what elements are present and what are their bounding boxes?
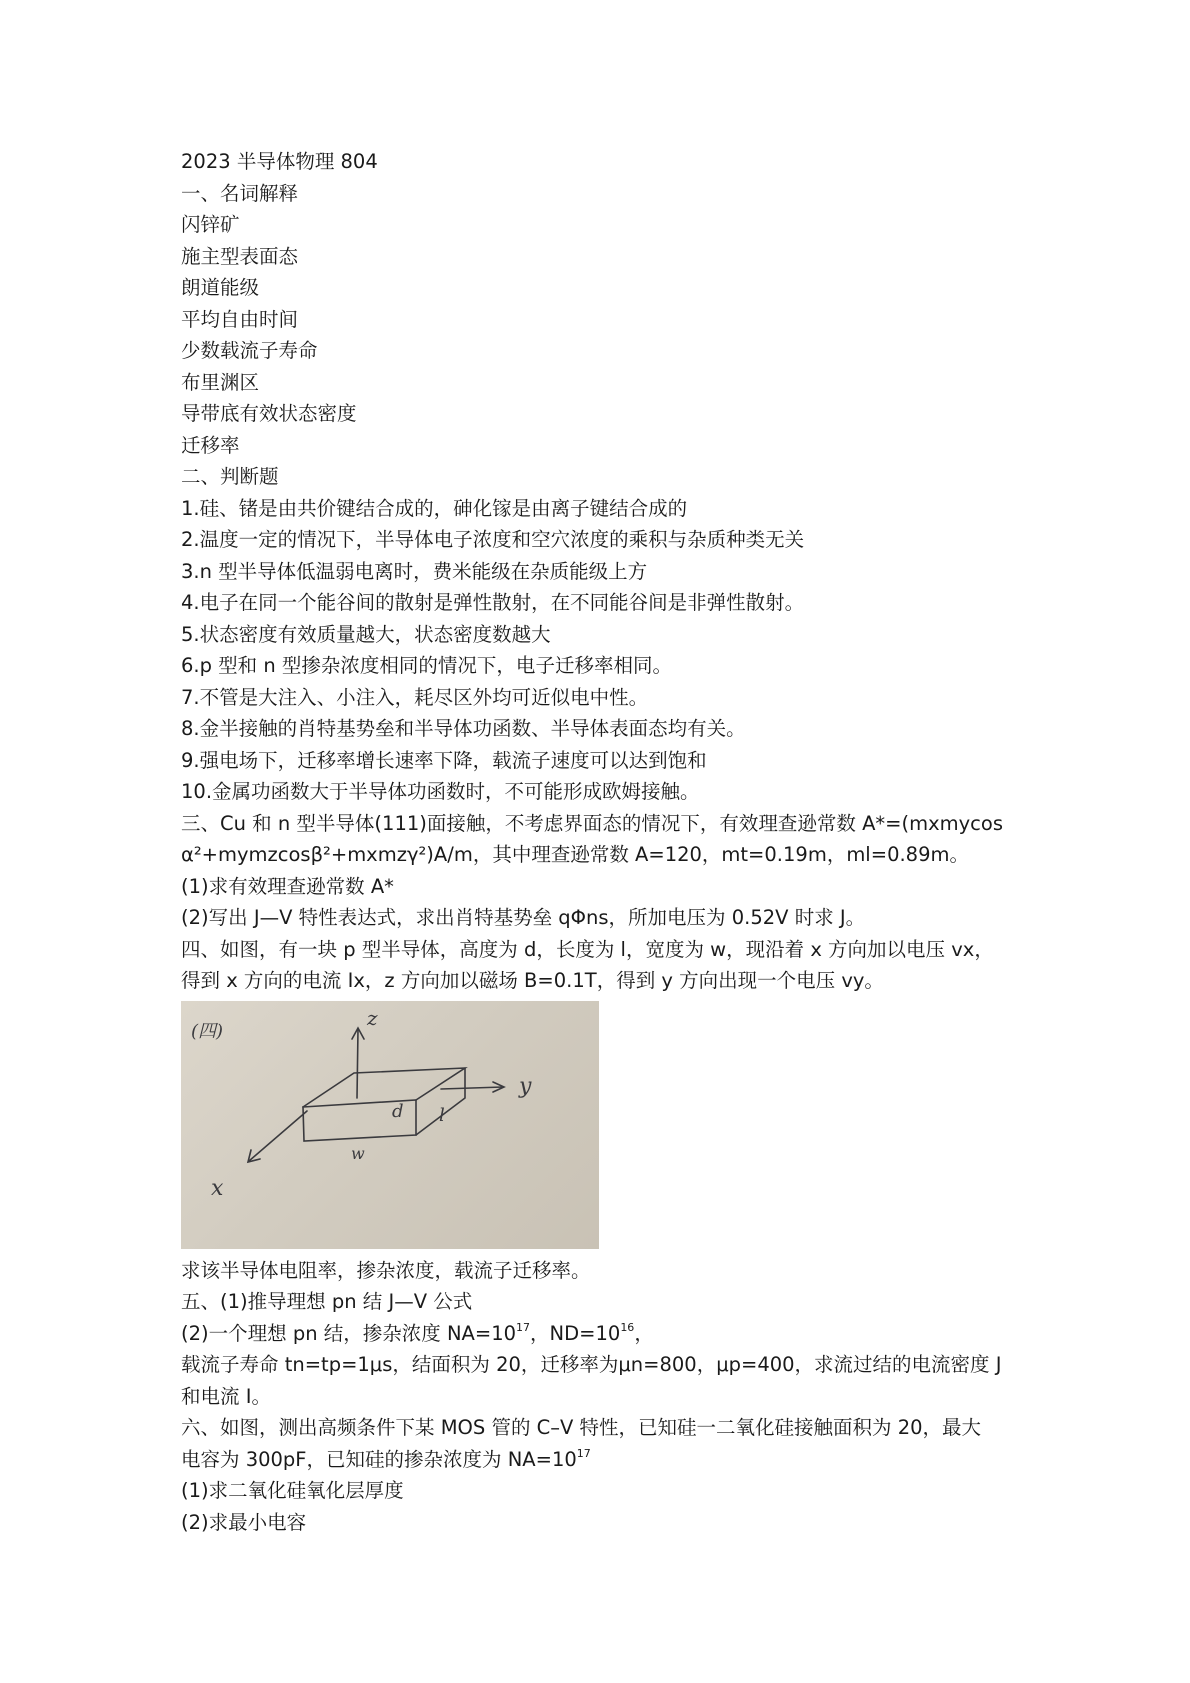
judgement-item: 4.电子在同一个能谷间的散射是弹性散射，在不同能谷间是非弹性散射。 xyxy=(181,591,805,614)
text-run: 电容为 300pF，已知硅的掺杂浓度为 NA=10 xyxy=(181,1447,577,1471)
x-axis xyxy=(249,1111,307,1161)
section-3-text: α²+mymzcosβ²+mxmzγ²)A/m，其中理查逊常数 A=120，mt=0.19m，ml=0.89m。 xyxy=(181,843,969,866)
text-run: ， xyxy=(634,1321,654,1345)
superscript: 17 xyxy=(516,1321,531,1334)
section-5-text: 和电流 I。 xyxy=(181,1384,271,1408)
document-page xyxy=(181,146,1021,1538)
term-item: 平均自由时间 xyxy=(181,307,299,331)
section-4-text: 得到 x 方向的电流 Ix，z 方向加以磁场 B=0.1T，得到 y 方向出现一个电压 vy。 xyxy=(181,969,884,992)
judgement-item: 7.不管是大注入、小注入，耗尽区外均可近似电中性。 xyxy=(181,685,649,709)
judgement-item: 8.金半接触的肖特基势垒和半导体功函数、半导体表面态均有关。 xyxy=(181,717,746,740)
term-item: 少数载流子寿命 xyxy=(181,339,318,362)
text-run: (2)一个理想 pn 结，掺杂浓度 NA=10 xyxy=(181,1321,517,1345)
judgement-item: 6.p 型和 n 型掺杂浓度相同的情况下，电子迁移率相同。 xyxy=(181,654,672,677)
judgement-item: 10.金属功函数大于半导体功函数时，不可能形成欧姆接触。 xyxy=(181,780,700,803)
section-6-question: (1)求二氧化硅氧化层厚度 xyxy=(181,1479,404,1502)
hall-effect-figure-photo xyxy=(181,1001,599,1249)
section-4-question: 求该半导体电阻率，掺杂浓度，载流子迁移率。 xyxy=(181,1258,591,1282)
term-item: 导带底有效状态密度 xyxy=(181,402,357,425)
section-5-text: 五、(1)推导理想 pn 结 J—V 公式 xyxy=(181,1290,473,1313)
section-3-question: (2)写出 J—V 特性表达式，求出肖特基势垒 qΦns，所加电压为 0.52V 时求 J。 xyxy=(181,906,866,929)
section-1-heading: 一、名词解释 xyxy=(181,181,299,205)
term-item: 闪锌矿 xyxy=(181,213,240,236)
box-top-face xyxy=(303,1068,465,1107)
judgement-item: 5.状态密度有效质量越大，状态密度数越大 xyxy=(181,622,551,646)
section-3-text: 三、Cu 和 n 型半导体(111)面接触，不考虑界面态的情况下，有效理查逊常数 A*=(mxmycos xyxy=(181,811,1003,835)
y-axis xyxy=(441,1087,503,1089)
judgement-item: 9.强电场下，迁移率增长速率下降，载流子速度可以达到饱和 xyxy=(181,748,707,772)
section-4-text: 四、如图，有一块 p 型半导体，高度为 d，长度为 l，宽度为 w，现沿着 x 方向加以电压 vx， xyxy=(181,937,994,961)
z-label: z xyxy=(367,1005,378,1030)
term-item: 布里渊区 xyxy=(181,370,260,394)
section-2-heading: 二、判断题 xyxy=(181,465,279,488)
term-item: 朗道能级 xyxy=(181,276,260,299)
section-6-question: (2)求最小电容 xyxy=(181,1510,307,1534)
section-6-text xyxy=(181,1444,1021,1476)
text-run: ，ND=10 xyxy=(530,1321,621,1345)
figure-tag: (四) xyxy=(191,1020,224,1042)
x-label: x xyxy=(211,1175,224,1201)
y-label: y xyxy=(519,1073,532,1099)
judgement-item: 1.硅、锗是由共价键结合成的，砷化镓是由离子键结合成的 xyxy=(181,496,688,520)
term-item: 施主型表面态 xyxy=(181,244,299,268)
hall-effect-sketch xyxy=(181,1001,599,1249)
judgement-item: 2.温度一定的情况下，半导体电子浓度和空穴浓度的乘积与杂质种类无关 xyxy=(181,528,805,551)
judgement-item: 3.n 型半导体低温弱电离时，费米能级在杂质能级上方 xyxy=(181,559,648,583)
width-label-w: w xyxy=(351,1143,365,1163)
section-5-text xyxy=(181,1318,1021,1350)
section-3-question: (1)求有效理查逊常数 A* xyxy=(181,874,394,898)
height-label-d: d xyxy=(392,1100,404,1122)
section-6-text: 六、如图，测出高频条件下某 MOS 管的 C–V 特性，已知硅一二氧化硅接触面积为 20，最大 xyxy=(181,1416,982,1439)
term-item: 迁移率 xyxy=(181,433,240,457)
superscript: 17 xyxy=(576,1447,591,1460)
z-axis xyxy=(357,1029,358,1098)
section-5-text: 载流子寿命 tn=tp=1μs，结面积为 20，迁移率为μn=800，μp=400，求流过结的电流密度 J xyxy=(181,1353,1002,1376)
doc-title: 2023 半导体物理 804 xyxy=(181,150,378,173)
superscript: 16 xyxy=(620,1321,635,1334)
length-label-l: l xyxy=(439,1104,445,1126)
